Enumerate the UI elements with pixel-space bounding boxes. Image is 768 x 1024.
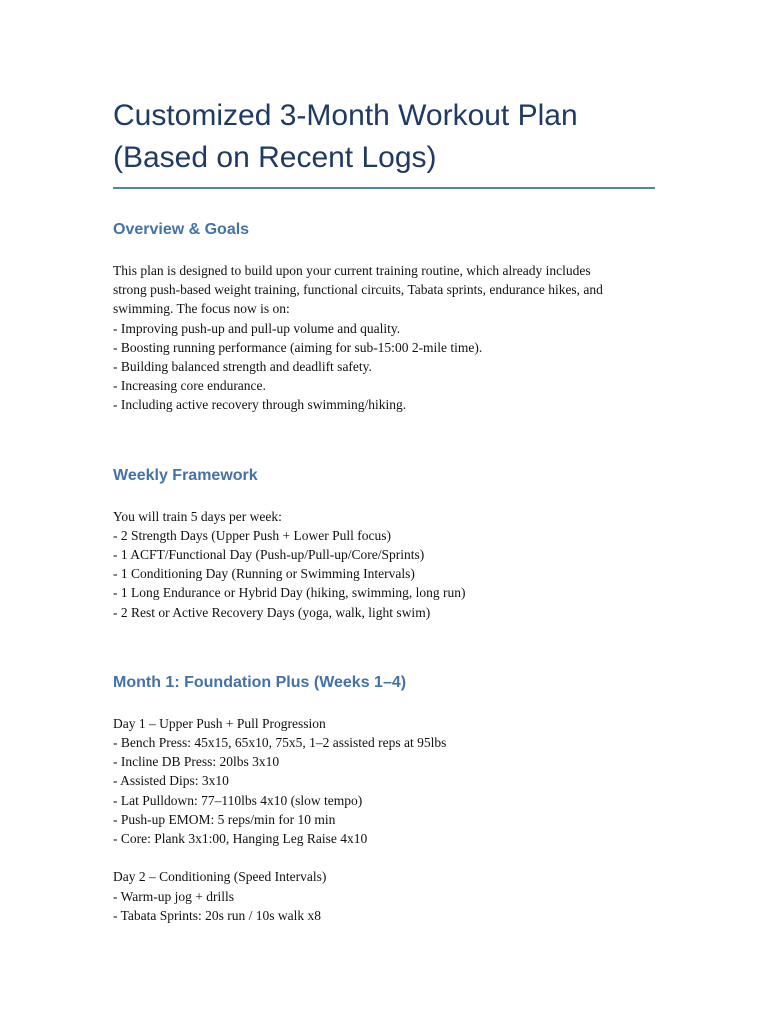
document-title bbox=[113, 95, 658, 179]
overview-line: swimming. The focus now is on: bbox=[113, 301, 290, 317]
day2-line: Day 2 – Conditioning (Speed Intervals) bbox=[113, 869, 327, 885]
weekly-line: - 1 Long Endurance or Hybrid Day (hiking, swimming, long run) bbox=[113, 585, 466, 601]
month1-day2 bbox=[113, 867, 658, 925]
day1-line: - Bench Press: 45x15, 65x10, 75x5, 1–2 assisted reps at 95lbs bbox=[113, 735, 447, 751]
weekly-line: You will train 5 days per week: bbox=[113, 508, 282, 524]
overview-line: - Boosting running performance (aiming for sub-15:00 2-mile time). bbox=[113, 339, 483, 355]
overview-line: - Improving push-up and pull-up volume and quality. bbox=[113, 320, 401, 336]
overview-line: - Including active recovery through swimming/hiking. bbox=[113, 397, 407, 413]
spacer bbox=[113, 848, 658, 867]
overview-line: - Increasing core endurance. bbox=[113, 378, 266, 394]
overview-line: - Building balanced strength and deadlift safety. bbox=[113, 359, 372, 375]
title-line-1: Customized 3-Month Workout Plan bbox=[113, 99, 578, 132]
weekly-line: - 2 Rest or Active Recovery Days (yoga, walk, light swim) bbox=[113, 604, 431, 620]
day1-line: - Assisted Dips: 3x10 bbox=[113, 773, 229, 789]
heading-overview: Overview & Goals bbox=[113, 221, 250, 238]
document-page bbox=[113, 95, 658, 925]
heading-weekly: Weekly Framework bbox=[113, 466, 258, 484]
weekly-line: - 1 ACFT/Functional Day (Push-up/Pull-up/Core/Sprints) bbox=[113, 547, 425, 563]
weekly-paragraph bbox=[113, 507, 658, 622]
weekly-line: - 1 Conditioning Day (Running or Swimming Intervals) bbox=[113, 566, 415, 582]
month1-day1 bbox=[113, 714, 658, 848]
day1-line: - Core: Plank 3x1:00, Hanging Leg Raise 4x10 bbox=[113, 831, 368, 847]
day1-line: - Lat Pulldown: 77–110lbs 4x10 (slow tempo) bbox=[113, 792, 363, 808]
day2-line: - Warm-up jog + drills bbox=[113, 888, 235, 904]
weekly-line: - 2 Strength Days (Upper Push + Lower Pull focus) bbox=[113, 527, 391, 543]
day1-line: - Push-up EMOM: 5 reps/min for 10 min bbox=[113, 811, 336, 827]
day1-line: Day 1 – Upper Push + Pull Progression bbox=[113, 715, 326, 731]
title-underline bbox=[113, 187, 655, 189]
day1-line: - Incline DB Press: 20lbs 3x10 bbox=[113, 754, 280, 770]
day2-line: - Tabata Sprints: 20s run / 10s walk x8 bbox=[113, 907, 322, 923]
overview-line: This plan is designed to build upon your current training routine, which already includes bbox=[113, 263, 591, 278]
title-line-2: (Based on Recent Logs) bbox=[113, 141, 437, 174]
overview-paragraph bbox=[113, 261, 658, 415]
overview-line: strong push-based weight training, functional circuits, Tabata sprints, endurance hikes, and bbox=[113, 282, 603, 298]
heading-month1: Month 1: Foundation Plus (Weeks 1–4) bbox=[113, 673, 407, 691]
